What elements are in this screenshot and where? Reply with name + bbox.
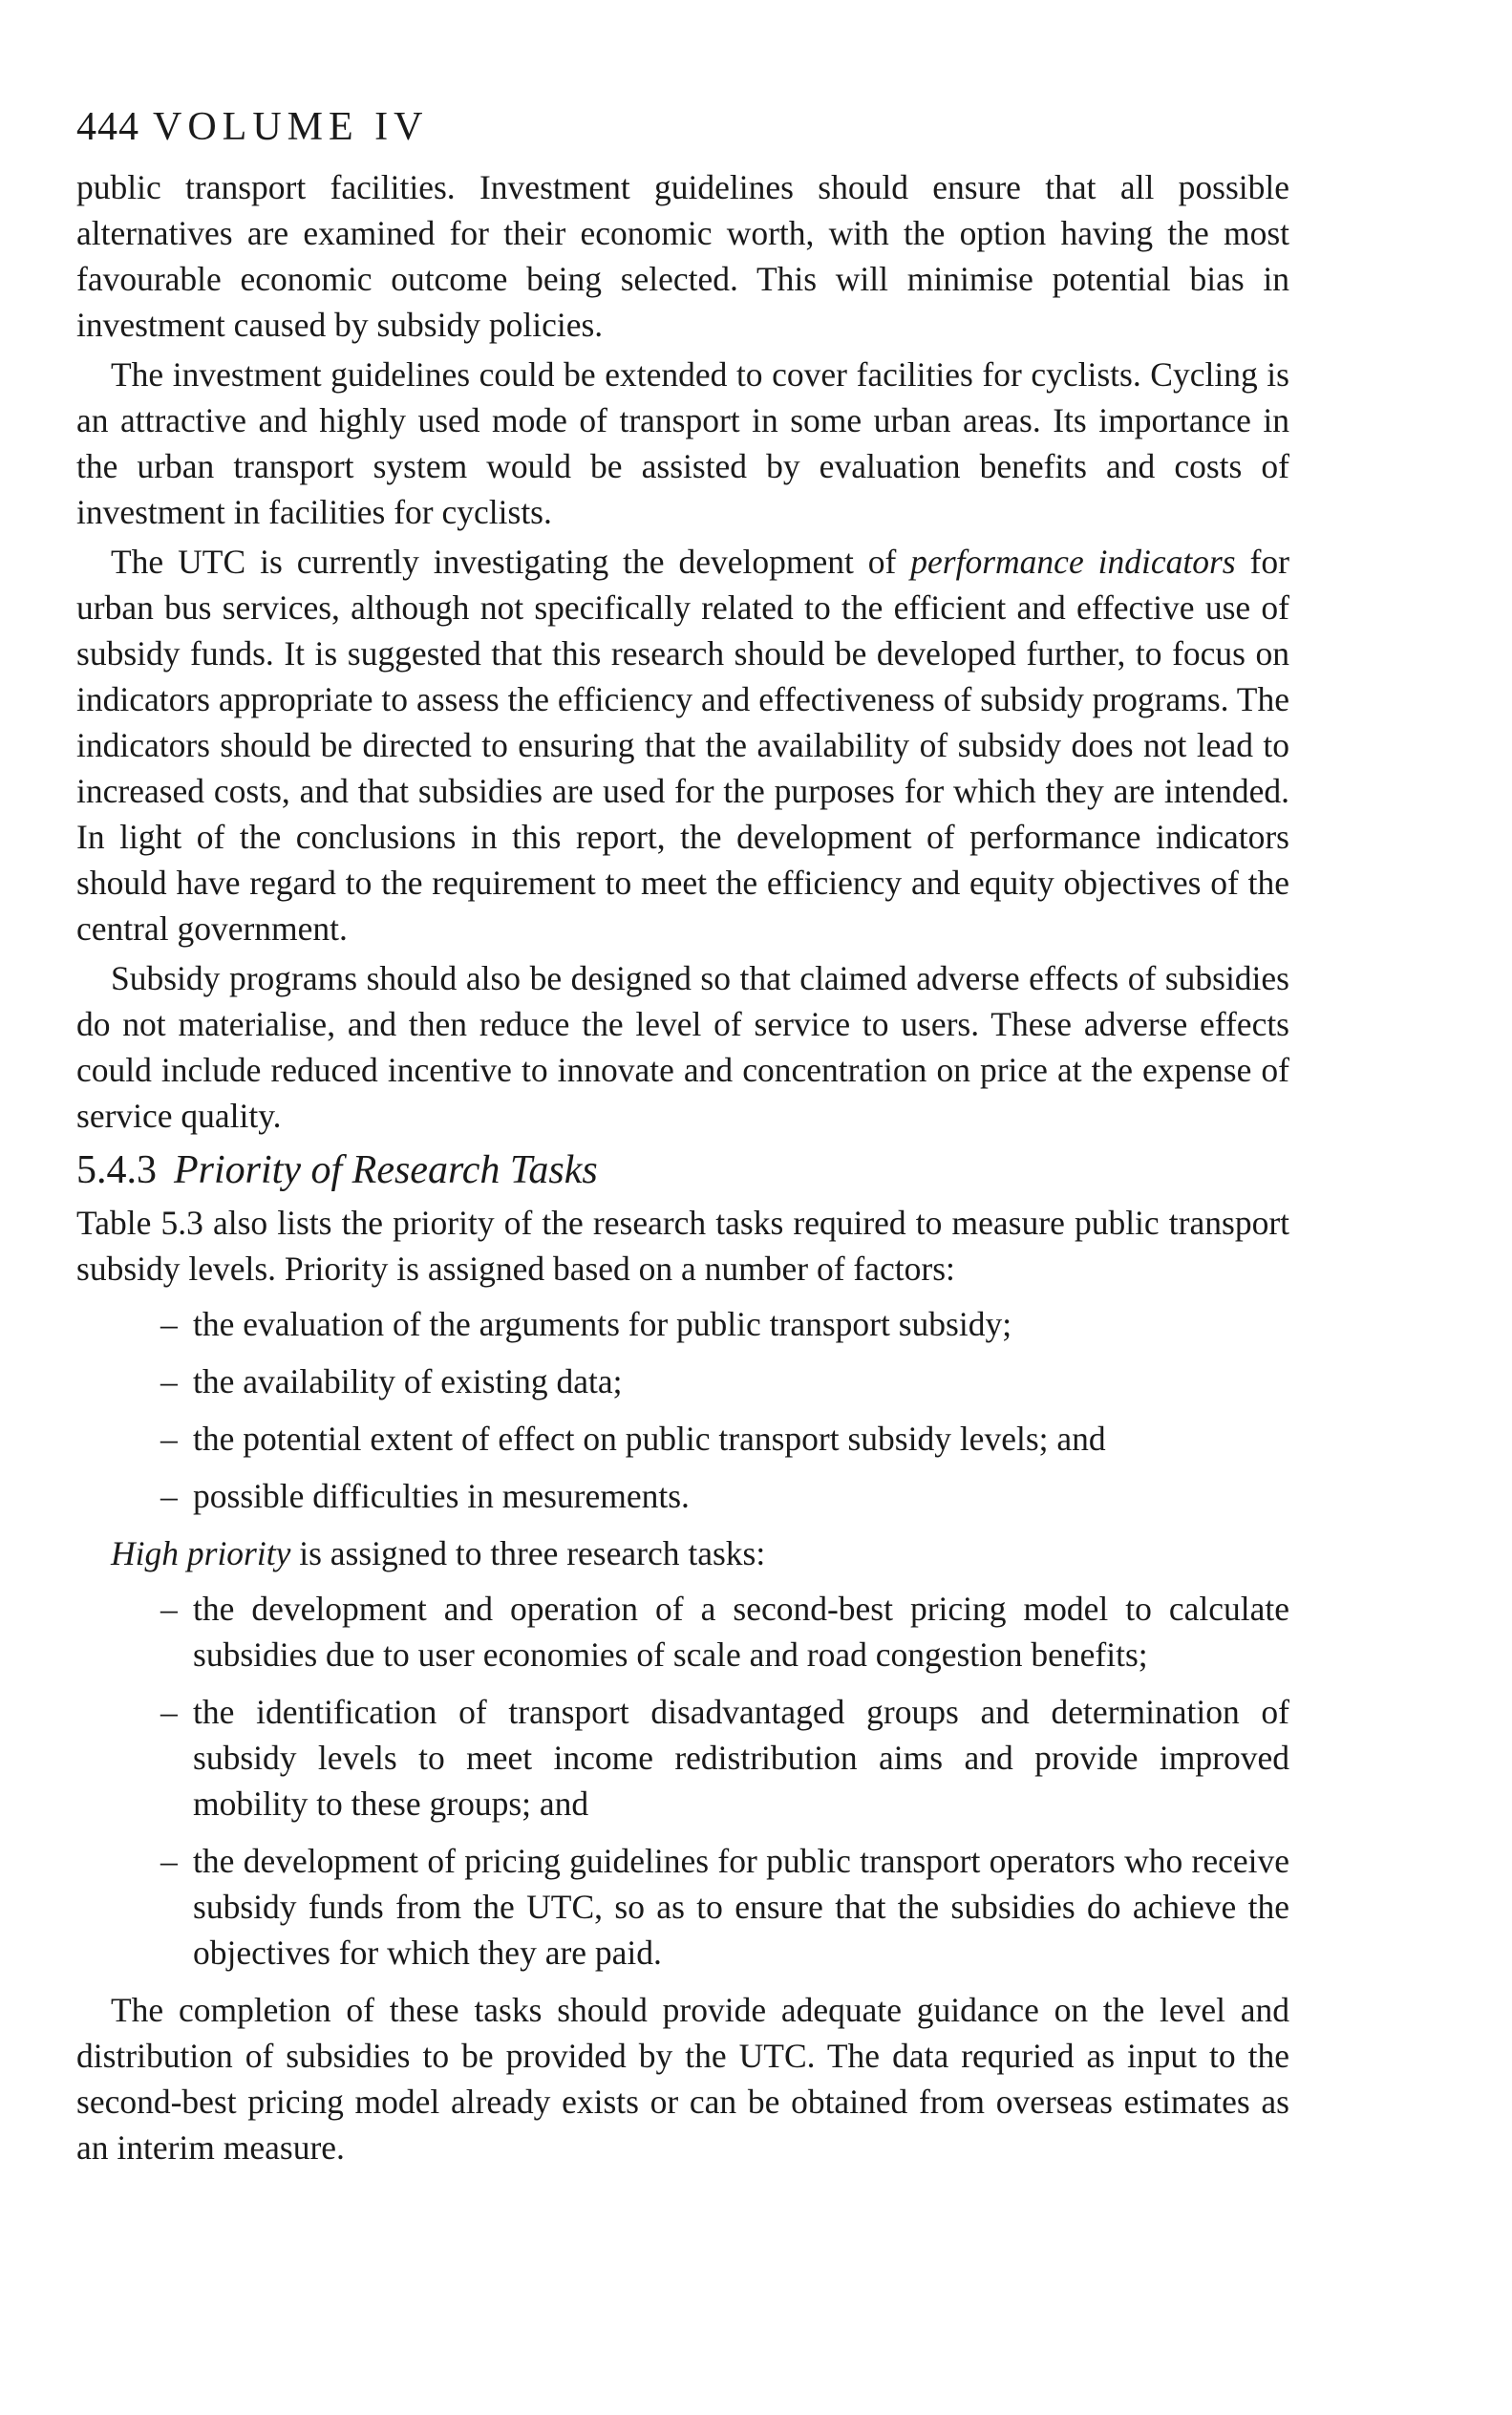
list-item [76, 1838, 1289, 1976]
dash-bullet: – [160, 1477, 178, 1516]
tasks-list [76, 1586, 1289, 1976]
paragraph-investment-guidelines: public transport facilities. Investment guidelines should ensure that all possible alternatives are examined for their economic worth, with the option having the most favourable economic outcome being selected. This will minimise potential bias in investment caused by subsidy policies. [76, 168, 1289, 345]
list-item [76, 1689, 1289, 1827]
dash-bullet: – [160, 1420, 178, 1459]
list-item-text: the evaluation of the arguments for public transport subsidy; [193, 1305, 1012, 1344]
list-item [76, 1473, 1289, 1519]
dash-bullet: – [160, 1362, 178, 1401]
dash-bullet: – [160, 1590, 178, 1629]
paragraph-performance-indicators [76, 539, 1289, 951]
dash-bullet: – [160, 1305, 178, 1344]
factors-list [76, 1301, 1289, 1519]
section-heading [76, 1144, 1289, 1196]
list-item [76, 1416, 1289, 1462]
list-item-text: possible difficulties in mesurements. [193, 1477, 690, 1516]
list-item [76, 1358, 1289, 1404]
section-title: Priority of Research Tasks [174, 1148, 598, 1193]
page-number: 444 [76, 105, 139, 149]
dash-bullet: – [160, 1693, 178, 1732]
list-item-text: the development of pricing guidelines for public transport operators who receive subsidy funds from the UTC, so as to ensure that the subsidies do achieve the objectives for which they are paid. [193, 1842, 1289, 1973]
list-item [76, 1586, 1289, 1678]
high-priority-intro [76, 1530, 1289, 1576]
volume-title: VOLUME IV [153, 105, 429, 149]
list-item-text: the identification of transport disadvantaged groups and determination of subsidy levels to meet income redistribution aims and provide improved mobility to these groups; and [193, 1693, 1289, 1824]
paragraph-closing: The completion of these tasks should provide adequate guidance on the level and distribution of subsidies to be provided by the UTC. The data requried as input to the second-best pricing model already exists or can be obtained from overseas estimates as an interim measure. [76, 1991, 1289, 2168]
page [76, 103, 1289, 2174]
paragraph-text: The UTC is currently investigating the development of [111, 543, 911, 582]
list-item-text: the development and operation of a second-best pricing model to calculate subsidies due to user economies of scale and road congestion benefits; [193, 1590, 1289, 1675]
list-item-text: the potential extent of effect on public transport subsidy levels; and [193, 1420, 1106, 1459]
emphasis-performance-indicators: performance indicators [910, 543, 1236, 582]
section-intro: Table 5.3 also lists the priority of the research tasks required to measure public transport subsidy levels. Priority is assigned based on a number of factors: [76, 1204, 1289, 1289]
list-item [76, 1301, 1289, 1347]
paragraph-cyclists: The investment guidelines could be extended to cover facilities for cyclists. Cycling is an attractive and highly used mode of transport in some urban areas. Its importance in the urban transport system would be assisted by evaluation benefits and costs of investment in facilities for cyclists. [76, 355, 1289, 532]
emphasis-high-priority: High priority [111, 1534, 291, 1573]
section-number: 5.4.3 [76, 1148, 157, 1193]
list-item-text: the availability of existing data; [193, 1362, 623, 1401]
dash-bullet: – [160, 1842, 178, 1881]
paragraph-adverse-effects: Subsidy programs should also be designed so that claimed adverse effects of subsidies do not materialise, and then reduce the level of service to users. These adverse effects could include reduced incentive to innovate and concentration on price at the expense of service quality. [76, 959, 1289, 1136]
running-head [76, 103, 1289, 151]
paragraph-text: is assigned to three research tasks: [290, 1534, 766, 1573]
paragraph-text: for urban bus services, although not specifically related to the efficient and effective use of subsidy funds. It is suggested that this research should be developed further, to focus on indicators appropriate to assess the efficiency and effectiveness of subsidy programs. The indicators should be directed to ensuring that the availability of subsidy does not lead to increased costs, and that subsidies are used for the purposes for which they are intended. In light of the conclusions in this report, the development of performance indicators should have regard to the requirement to meet the efficiency and equity objectives of the central government. [76, 543, 1289, 949]
